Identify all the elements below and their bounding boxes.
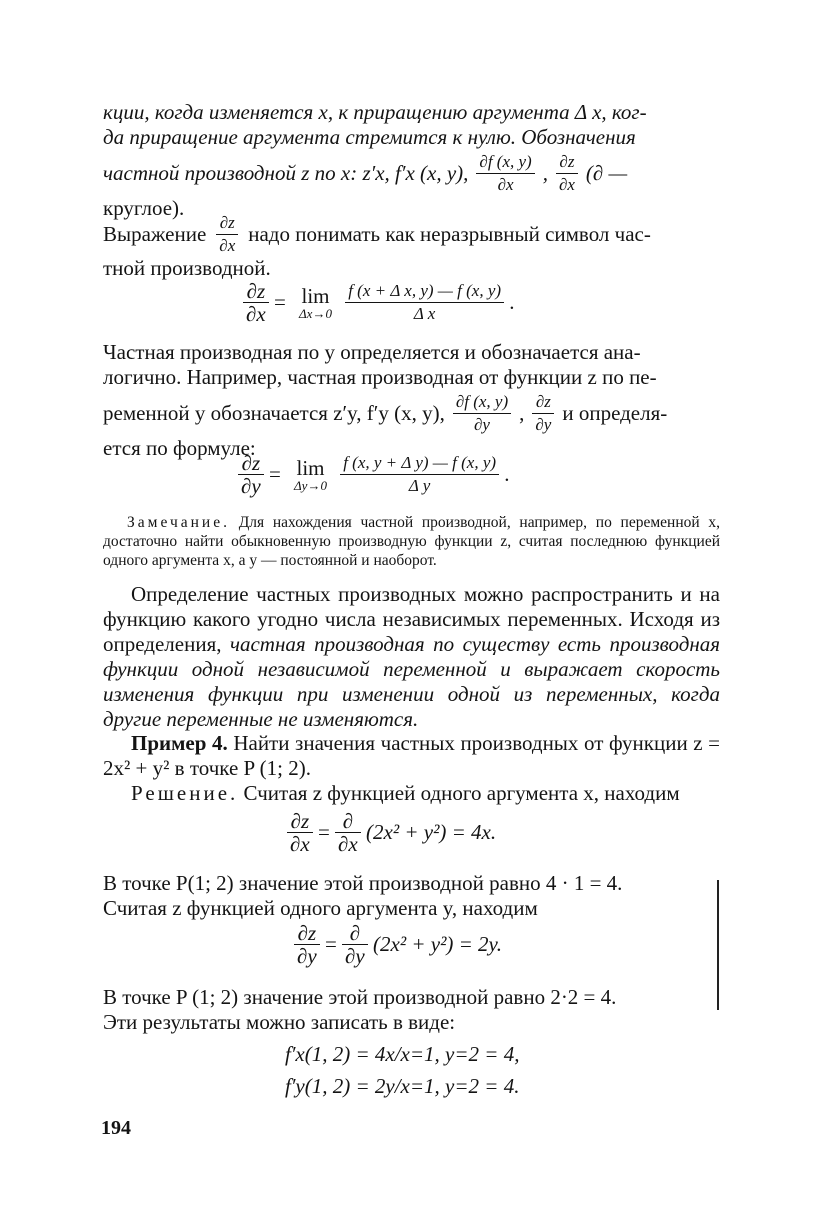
text-line: В точке P (1; 2) значение этой производной равно 2·2 = 4. xyxy=(103,985,617,1009)
example-title: Пример 4. xyxy=(131,731,228,755)
text-line: ется по формуле: xyxy=(103,436,256,460)
fraction-dz-dx: $\frac{\partial z}{\partial x}$ xyxy=(556,151,578,196)
text-line: логично. Например, частная производная от функции z по пе- xyxy=(103,365,657,389)
fraction-lhs: $\frac{\partial z}{\partial y}$ xyxy=(294,922,320,967)
paragraph-partial-y xyxy=(103,340,720,461)
fraction-lhs: $\frac{\partial z}{\partial y}$ xyxy=(238,452,264,497)
text-line: тной производной. xyxy=(103,256,271,280)
remark-title: Замечание. xyxy=(127,514,230,531)
formula-dz-dx-result: $\frac{\partial z}{\partial x}$ = $\frac{\partial}{\partial x}$ (2x² + y²) = 4x. xyxy=(287,810,496,855)
solution-text: Считая z функцией одного аргумента x, находим xyxy=(243,781,680,805)
fraction-lhs: $\frac{\partial z}{\partial x}$ xyxy=(243,280,269,325)
text-line: круглое). xyxy=(103,196,185,220)
text-line: Частная производная по y определяется и обозначается ана- xyxy=(103,340,641,364)
result-fx: f′x(1, 2) = 4x/x=1, y=2 = 4, xyxy=(285,1042,520,1066)
text-line: кции, когда изменяется x, к приращению аргумента Δ x, ког- xyxy=(103,100,647,124)
text-line: да приращение аргумента стремится к нулю. Обозначения xyxy=(103,125,636,149)
emphasized-text: частная производная по существу есть производная функции одной независимой переменной и выражает скорость изменения функции при изменении одной из переменных, когда другие переменные не изменяются. xyxy=(103,632,720,731)
result-fy: f′y(1, 2) = 2y/x=1, y=2 = 4. xyxy=(285,1074,520,1098)
fraction-df-dy: $\frac{\partial f (x, y)}{\partial y}$ xyxy=(453,391,511,436)
formula-dz-dy-result: $\frac{\partial z}{\partial y}$ = $\frac{\partial}{\partial y}$ (2x² + y²) = 2y. xyxy=(294,922,502,967)
formula-partial-x-limit: $\frac{\partial z}{\partial x}$ = lim Δx→0 $\frac{\text{f (x + Δ x, y) — f (x, y)}}{\text{Δ x}}$ . xyxy=(243,280,515,325)
example-text: Найти значения частных производных от функции z = 2x² + y² в точке P (1; 2). xyxy=(103,731,721,780)
paragraph-partial-derivative-notation xyxy=(103,100,720,221)
fraction-difference-quotient: $\frac{\text{f (x + Δ x, y) — f (x, y)}}{\text{Δ x}}$ xyxy=(345,280,504,325)
paragraph-value-at-point-x xyxy=(103,871,720,921)
paragraph-expression-symbol xyxy=(103,212,720,281)
text-line: В точке P(1; 2) значение этой производной равно 4 · 1 = 4. xyxy=(103,871,623,895)
solution-line xyxy=(103,781,720,806)
text-line-with-fraction: Выражение $\frac{\partial z}{\partial x}$ надо понимать как неразрывный символ час- xyxy=(103,212,651,255)
limit: lim Δy→0 xyxy=(294,455,327,493)
text-line-with-fractions: частной производной z по x: z′x, f′x (x, y), $\frac{\partial f (x, y)}{\partial x}$ , $\frac{\partial z}{\partial x}$ (∂ — xyxy=(103,151,628,194)
text-line: Эти результаты можно записать в виде: xyxy=(103,1010,456,1034)
fraction-dz-dy: $\frac{\partial z}{\partial y}$ xyxy=(532,391,554,436)
paragraph-definition-extension: Определение частных производных можно распространить и на функцию какого угодно числа независимых переменных. Исходя из определения, частная производная по существу есть производная функции одной независимой переменной и выражает скорость изменения функции при изменении одной из переменных, когда другие переменные не изменяются. xyxy=(103,582,720,731)
limit: lim Δx→0 xyxy=(299,283,332,321)
remark-text: Для нахождения частной производной, например, по переменной x, достаточно найти обыкновенную производную функции z, считая последнюю функцией одного аргумента x, а y — постоянной и наоборот. xyxy=(103,514,721,569)
remark-note xyxy=(103,513,720,570)
solution-title: Решение. xyxy=(131,781,239,805)
text-line-with-fractions: ременной y обозначается z′y, f′y (x, y), $\frac{\partial f (x, y)}{\partial y}$ , $\frac{\partial z}{\partial y}$ и определя- xyxy=(103,391,668,434)
fraction-difference-quotient: $\frac{\text{f (x, y + Δ y) — f (x, y)}}{\text{Δ y}}$ xyxy=(340,452,499,497)
fraction-operator: $\frac{\partial}{\partial x}$ xyxy=(335,810,361,855)
margin-rule-line xyxy=(717,880,719,1010)
example-block xyxy=(103,731,720,781)
fraction-operator: $\frac{\partial}{\partial y}$ xyxy=(342,922,368,967)
fraction-df-dx: $\frac{\partial f (x, y)}{\partial x}$ xyxy=(476,151,534,196)
text-line: Считая z функцией одного аргумента y, находим xyxy=(103,896,538,920)
formula-partial-y-limit: $\frac{\partial z}{\partial y}$ = lim Δy→0 $\frac{\text{f (x, y + Δ y) — f (x, y)}}{\text{Δ y}}$ . xyxy=(238,452,510,497)
paragraph-value-at-point-y xyxy=(103,985,720,1035)
page-number: 194 xyxy=(101,1117,131,1139)
fraction-dz-dx: $\frac{\partial z}{\partial x}$ xyxy=(216,212,238,257)
fraction-lhs: $\frac{\partial z}{\partial x}$ xyxy=(287,810,313,855)
